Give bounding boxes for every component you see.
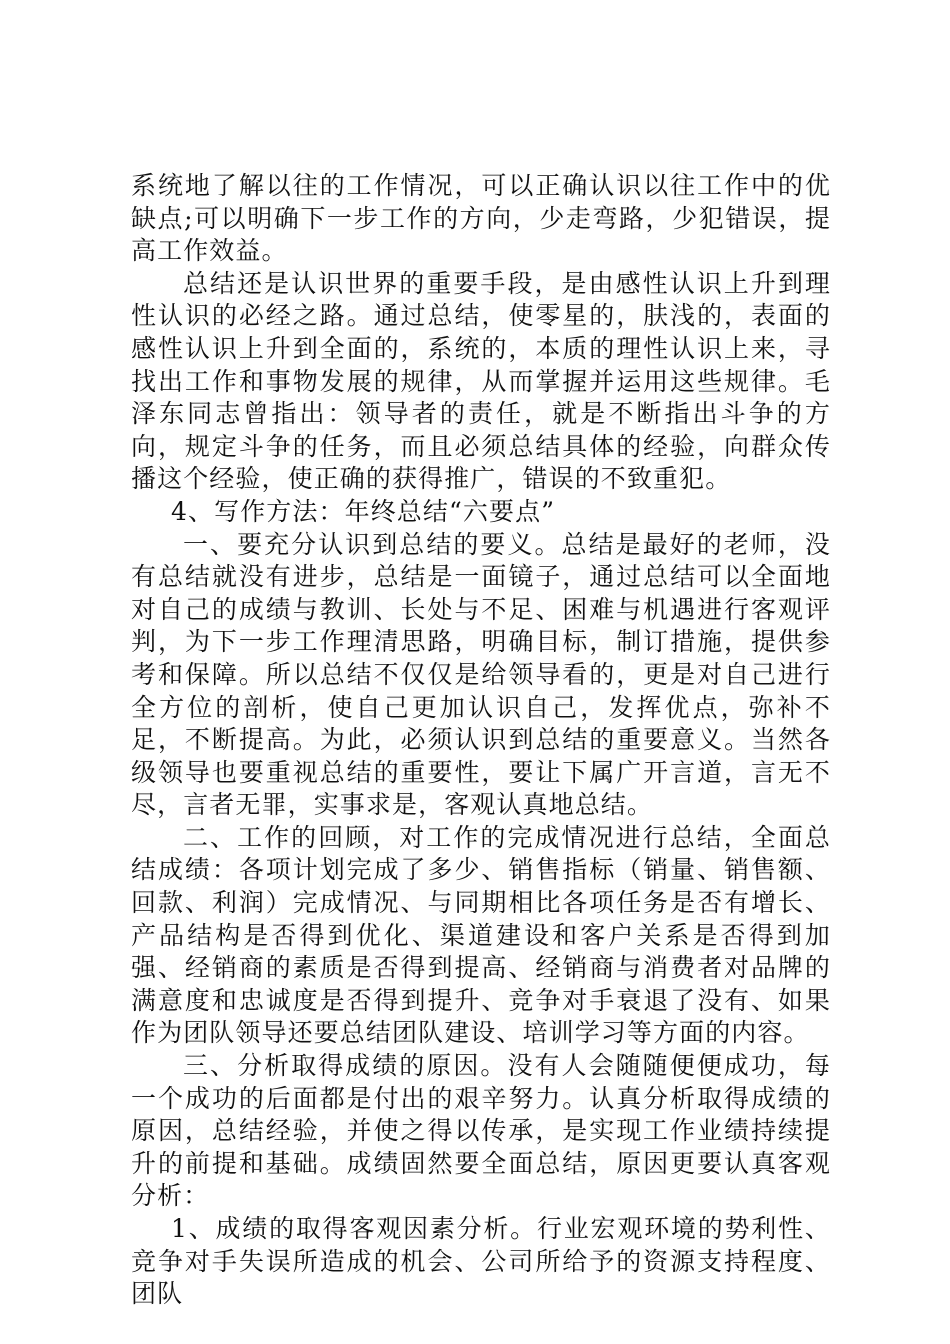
paragraph-summary-importance: 总结还是认识世界的重要手段，是由感性认识上升到理性认识的必经之路。通过总结，使零星的，肤浅的，表面的感性认识上升到全面的，系统的，本质的理性认识上来，寻找出工作和事物发展的规律，从而掌握并运用这些规律。毛泽东同志曾指出：领导者的责任，就是不断指出斗争的方向，规定斗争的任务，而且必须总结具体的经验，向群众传播这个经验，使正确的获得推广，错误的不致重犯。 <box>131 268 831 494</box>
paragraph-point-one: 一、要充分认识到总结的要义。总结是最好的老师，没有总结就没有进步，总结是一面镜子，通过总结可以全面地对自己的成绩与教训、长处与不足、困难与机遇进行客观评判，为下一步工作理清思路，明确目标，制订措施，提供参考和保障。所以总结不仅仅是给领导看的，更是对自己进行全方位的剖析，使自己更加认识自己，发挥优点，弥补不足，不断提高。为此，必须认识到总结的重要意义。当然各级领导也要重视总结的重要性，要让下属广开言道，言无不尽，言者无罪，实事求是，客观认真地总结。 <box>131 529 831 820</box>
paragraph-subpoint-one: 1、成绩的取得客观因素分析。行业宏观环境的势利性、竞争对手失误所造成的机会、公司所给予的资源支持程度、团队 <box>131 1214 831 1309</box>
document-body <box>131 170 831 1311</box>
paragraph-point-three: 三、分析取得成绩的原因。没有人会随随便便成功，每一个成功的后面都是付出的艰辛努力。认真分析取得成绩的原因，总结经验，并使之得以传承，是实现工作业绩持续提升的前提和基础。成绩固然要全面总结，原因更要认真客观分析： <box>131 1051 831 1211</box>
section-heading-writing-method: 4、写作方法：年终总结“六要点” <box>171 496 556 526</box>
paragraph-continuation: 系统地了解以往的工作情况，可以正确认识以往工作中的优缺点;可以明确下一步工作的方向，少走弯路，少犯错误，提高工作效益。 <box>131 171 831 266</box>
paragraph-point-two: 二、工作的回顾，对工作的完成情况进行总结，全面总结成绩：各项计划完成了多少、销售指标（销量、销售额、回款、利润）完成情况、与同期相比各项任务是否有增长、产品结构是否得到优化、渠道建设和客户关系是否得到加强、经销商的素质是否得到提高、经销商与消费者对品牌的满意度和忠诚度是否得到提升、竞争对手衰退了没有、如果作为团队领导还要总结团队建设、培训学习等方面的内容。 <box>131 822 831 1048</box>
